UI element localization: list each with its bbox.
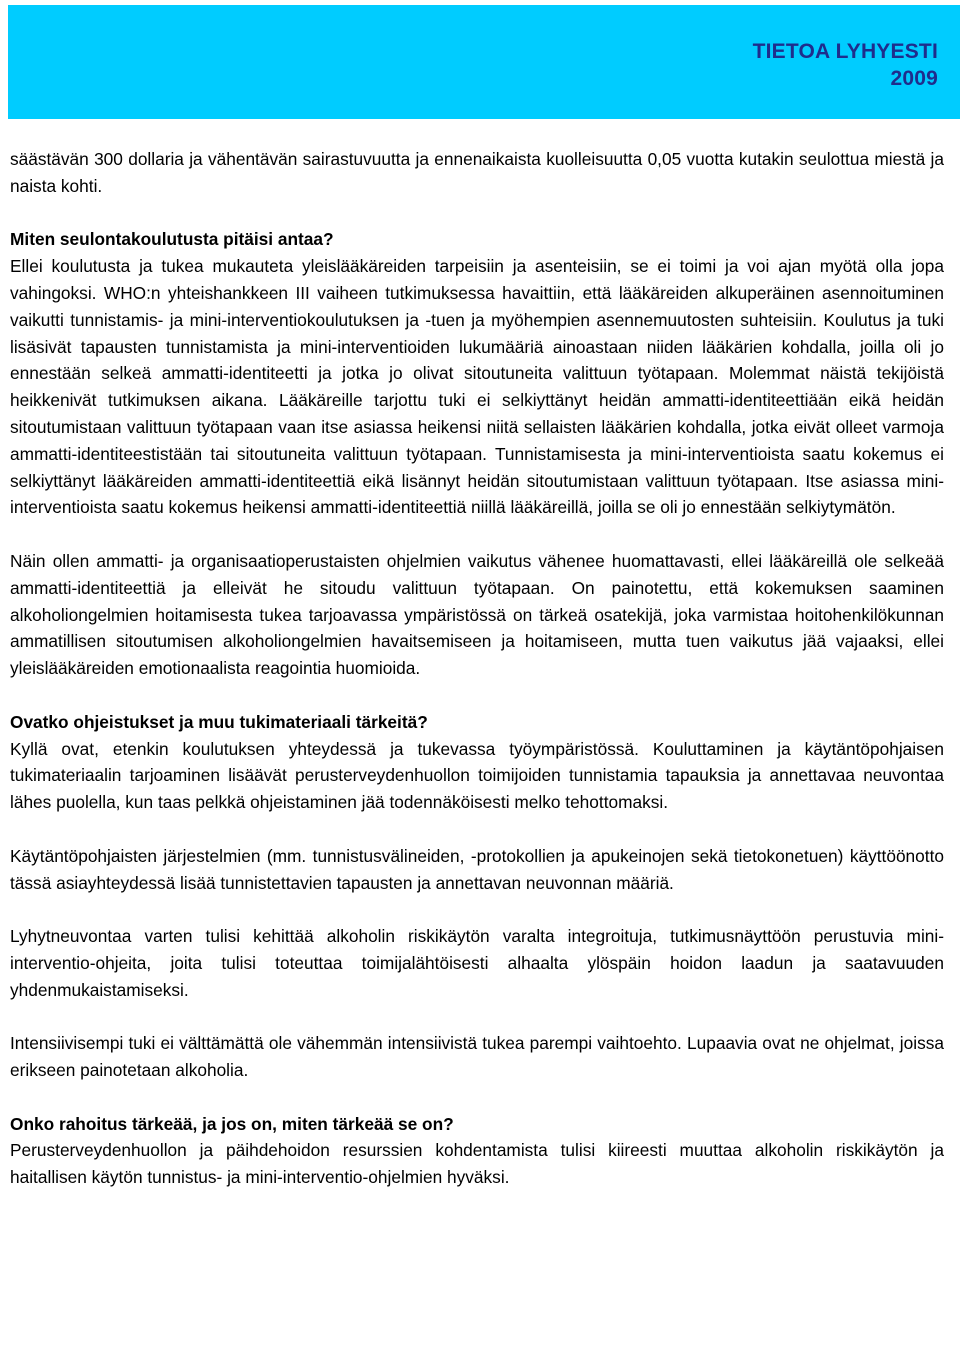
paragraph-7: Intensiivisempi tuki ei välttämättä ole vähemmän intensiivistä tukea parempi vaihtoehto. Lupaavia ovat ne ohjelmat, joissa erikseen painotetaan alkoholia.	[10, 1033, 944, 1081]
paragraph-1: säästävän 300 dollaria ja vähentävän sairastuvuutta ja ennenaikaista kuolleisuutta 0,05 vuotta kutakin seulottua miestä ja naista kohti.	[10, 149, 944, 196]
section-heading-guidelines: Ovatko ohjeistukset ja muu tukimateriaali tärkeitä?	[10, 711, 428, 732]
document-body	[10, 146, 944, 1191]
header-title-line2: 2009	[890, 67, 938, 90]
header-band	[8, 5, 960, 119]
header-title	[753, 38, 938, 92]
paragraph-6: Lyhytneuvontaa varten tulisi kehittää alkoholin riskikäytön varalta integroituja, tutkimusnäyttöön perustuvia mini-interventio-ohjeita, joita tulisi toteuttaa toimijalähtöisesti alhaalta ylöspäin hoidon laadun ja saatavuuden yhdenmukaistamiseksi.	[10, 926, 944, 1000]
section-heading-training: Miten seulontakoulutusta pitäisi antaa?	[10, 229, 334, 250]
paragraph-8: Perusterveydenhuollon ja päihdehoidon resurssien kohdentamista tulisi kiireesti muuttaa alkoholin riskikäytön ja haitallisen käytön tunnistus- ja mini-interventio-ohjelmien hyväksi.	[10, 1140, 944, 1188]
paragraph-2: Ellei koulutusta ja tukea mukauteta yleislääkäreiden tarpeisiin ja asenteisiin, se ei toimi ja voi ajan myötä olla jopa vahingoksi. WHO:n yhteishankkeen III vaiheen tutkimuksessa havaittiin, että lääkäreiden alkuperäinen asennoituminen vaikutti tunnistamis- ja mini-interventiokoulutuksen ja -tuen ja myöhempien asennemuutosten suhteisiin. Koulutus ja tuki lisäsivät tapausten tunnistamista ja mini-interventioiden lukumääriä ainoastaan niiden lääkärien kohdalla, joilla oli jo ennestään selkeä ammatti-identiteetti ja jotka jo olivat sitoutuneita valittuun työtapaan. Molemmat näistä tekijöistä heikkenivät tutkimuksen aikana. Lääkäreille tarjottu tuki ei selkiyttänyt heidän ammatti-identiteettiään eikä heidän sitoutumistaan valittuun työtapaan vaan itse asiassa heikensi niitä sellaisten lääkärien kohdalla, jotka eivät olleet varmoja ammatti-identiteestistään tai sitoutuneita valittuun työtapaan. Tunnistamisesta ja mini-interventioista saatu kokemus ei selkiyttänyt lääkäreiden ammatti-identiteettiä eikä lisännyt heidän sitoutumistaan valittuun työtapaan. Itse asiassa mini-interventioista saatu kokemus heikensi ammatti-identiteettiä niillä lääkäreillä, joilla se oli jo ennestään selkiytymätön.	[10, 256, 944, 518]
section-heading-funding: Onko rahoitus tärkeää, ja jos on, miten tärkeää se on?	[10, 1113, 454, 1134]
header-title-line1: TIETOA LYHYESTI	[752, 40, 938, 63]
paragraph-5: Käytäntöpohjaisten järjestelmien (mm. tunnistusvälineiden, -protokollien ja apukeinojen sekä tietokonetuen) käyttöönotto tässä asiayhteydessä lisää tunnistettavien tapausten ja annettavan neuvonnan määriä.	[10, 845, 944, 893]
paragraph-3: Näin ollen ammatti- ja organisaatioperustaisten ohjelmien vaikutus vähenee huomattavasti, ellei lääkäreillä ole selkeää ammatti-identiteettiä ja elleivät he sitoudu valittuun työtapaan. On painotettu, että kokemuksen saaminen alkoholiongelmien hoitamisesta tukea tarjoavassa ympäristössä on tärkeä osatekijä, joka varmistaa hoitohenkilökunnan ammatillisen sitoutumisen alkoholiongelmien havaitsemiseen ja hoitamiseen, mutta tuen vaikutus jää vajaaksi, ellei yleislääkäreiden emotionaalista reagointia huomioida.	[10, 550, 944, 679]
paragraph-4: Kyllä ovat, etenkin koulutuksen yhteydessä ja tukevassa työympäristössä. Kouluttaminen ja käytäntöpohjaisen tukimateriaalin tarjoaminen lisäävät perusterveydenhuollon toimijoiden tunnistamia tapauksia ja annettavaa neuvontaa lähes puolella, kun taas pelkkä ohjeistaminen jää todennäköisesti melko tehottomaksi.	[10, 738, 944, 813]
